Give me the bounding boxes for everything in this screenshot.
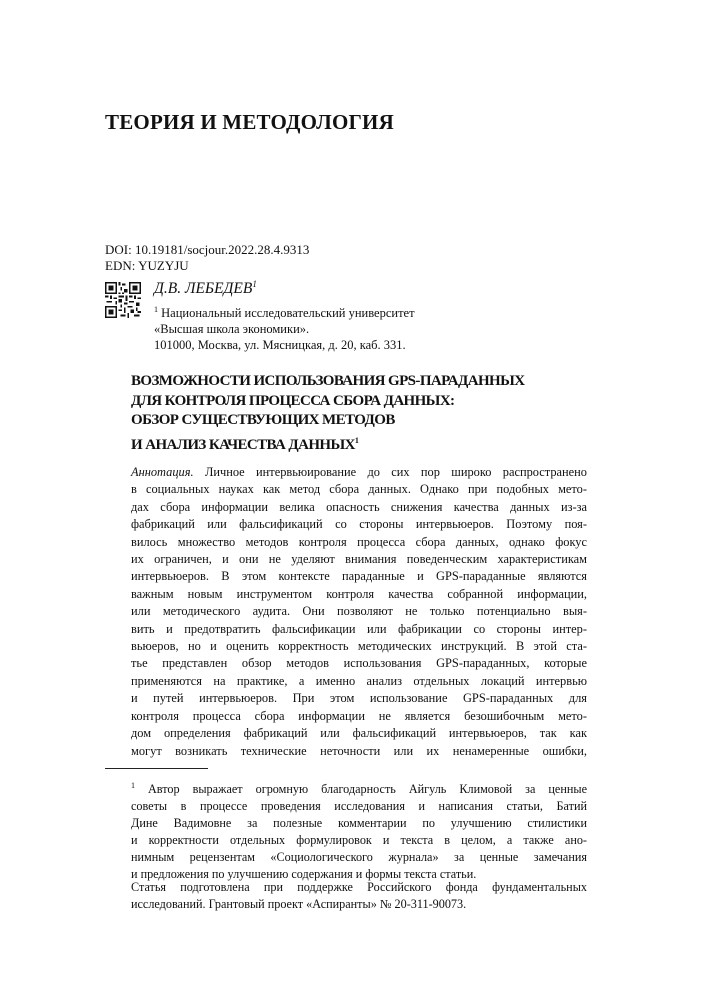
section-title: ТЕОРИЯ И МЕТОДОЛОГИЯ	[105, 110, 394, 134]
affiliation-mark: 1	[154, 305, 158, 314]
footnote-mark: 1	[131, 781, 135, 790]
abstract: Аннотация. Личное интервьюирование до сих пор широко распространено в социальных науках как метод сбора данных. Однако при подобных мето- дах сбора информации велика опасность снижения качества данных из-за фабрикаций или фальсификаций со стороны интервьюеров. Поэтому поя- вилось множество методов контроля процесса сбора данных, однако фокус их ограничен, и они не уделяют внимания поведенческим характеристикам интервьюеров. В этом контексте парaданные и GPS-парaданные являются важным новым инструментом контроля качества собранной информации, или методического аудита. Они позволяют не только потенциально выя- вить и предотвратить фальсификации или фабрикации со стороны интер- вьюеров, но и оценить корректность методических инструкций. В этой ста- тье представлен обзор методов использования GPS-парaданных, которые применяются на практике, а именно анализ отдельных локаций интервью и путей интервьюеров. При этом использование GPS-парaданных для контроля процесса сбора информации не является безошибочным мето- дом определения фабрикаций или фальсификаций интервьюеров, так как могут возникать технические неточности или их ненамеренные ошибки,	[131, 465, 587, 758]
title-footnote-mark[interactable]: 1	[354, 435, 359, 445]
edn: EDN: YUZYJU	[105, 258, 189, 273]
article-title: ВОЗМОЖНОСТИ ИСПОЛЬЗОВАНИЯ GPS-ПАРАДАННЫХ ДЛЯ КОНТРОЛЯ ПРОЦЕССА СБОРА ДАННЫХ: ОБЗОР СУЩЕСТВУЮЩИХ МЕТОДОВ И АНАЛИЗ КАЧЕСТВА ДАННЫХ$^1$	[131, 373, 525, 453]
abstract-label: Аннотация.	[131, 465, 194, 479]
footnote: $^1$ Автор выражает огромную благодарность Айгуль Климовой за ценные советы в процессе проведения исследования и написания статьи, Батий Дине Вадимовне за полезные комментарии по улучшению стилистики и корректности отдельных формулировок и текста в целом, а также ано- нимным рецензентам «Социологического журнала» за ценные замечания и предложения по улучшению содержания и формы текста статьи.	[131, 781, 587, 882]
doi[interactable]: DOI: 10.19181/socjour.2022.28.4.9313	[105, 242, 310, 257]
article-identifiers	[105, 242, 309, 274]
grant-note: Статья подготовлена при поддержке Российского фонда фундаментальных исследований. Грантовый проект «Аспиранты» № 20-311-90073.	[131, 880, 587, 911]
footnote-divider	[105, 768, 208, 769]
qr-code-icon[interactable]	[105, 282, 141, 318]
author-name: Д.В. ЛЕБЕДЕВ$^1$	[154, 279, 257, 298]
author-affiliation: $^1$ Национальный исследовательский университет «Высшая школа экономики». 101000, Москва, ул. Мясницкая, д. 20, каб. 331.	[154, 305, 415, 353]
